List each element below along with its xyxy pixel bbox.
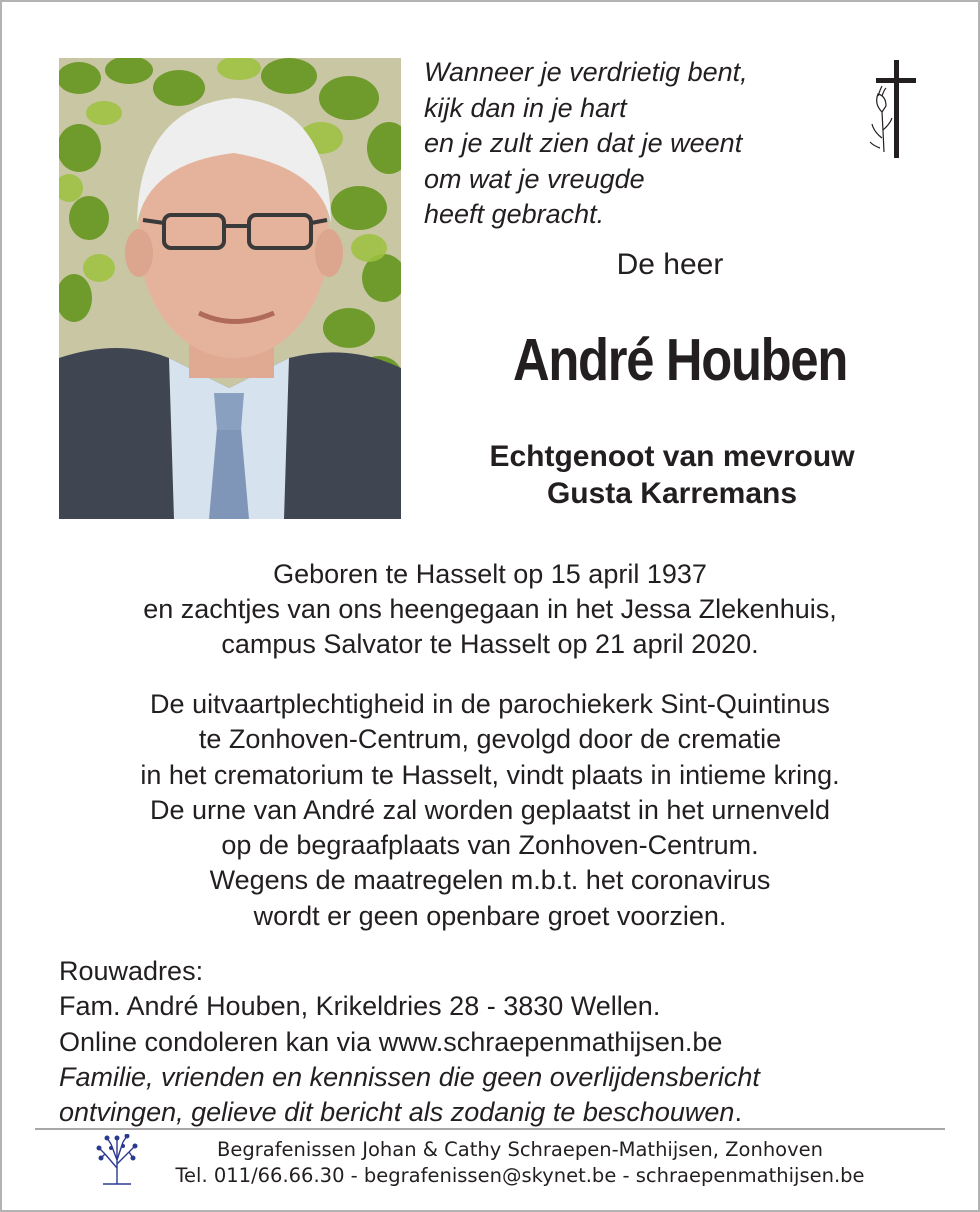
funeral-home-contact: Tel. 011/66.66.30 - begrafenissen@skynet.be - schraepenmathijsen.be xyxy=(175,1164,865,1187)
notice-period: . xyxy=(734,1097,742,1128)
poem xyxy=(424,55,844,233)
death-line: en zachtjes van ons heengegaan in het Jessa Zlekenhuis, xyxy=(143,594,837,624)
tree-logo-icon xyxy=(95,1134,139,1186)
poem-line: kijk dan in je hart xyxy=(424,92,627,123)
funeral-home-footer xyxy=(150,1137,890,1189)
contact-heading: Rouwadres: xyxy=(59,956,204,986)
birth-line: Geboren te Hasselt op 15 april 1937 xyxy=(273,559,707,589)
spouse-block xyxy=(422,438,922,512)
poem-line: heeft gebracht. xyxy=(424,199,605,229)
contact-address: Fam. André Houben, Krikeldries 28 - 3830 Wellen. xyxy=(59,991,661,1022)
birth-death-text xyxy=(0,557,980,662)
portrait-photo xyxy=(59,58,401,519)
online-condolence-line: Online condoleren kan via www.schraepenmathijsen.be xyxy=(59,1026,723,1057)
funeral-home-name: Begrafenissen Johan & Cathy Schraepen-Mathijsen, Zonhoven xyxy=(216,1138,824,1161)
ceremony-line: te Zonhoven-Centrum, gevolgd door de crematie xyxy=(198,724,782,755)
spouse-name: Gusta Karremans xyxy=(546,477,798,510)
poem-line: en je zult zien dat je weent xyxy=(424,128,743,158)
ceremony-line: in het crematorium te Hasselt, vindt plaats in intieme kring. xyxy=(140,759,840,790)
cross-with-thistle-icon xyxy=(866,60,922,160)
ceremony-line: De urne van André zal worden geplaatst in het urnenveld xyxy=(150,794,830,825)
footer-divider xyxy=(35,1128,945,1130)
poem-line: om wat je vreugde xyxy=(424,163,645,194)
notice-line-wrap xyxy=(59,1095,939,1130)
ceremony-line: Wegens de maatregelen m.b.t. het coronavirus xyxy=(209,865,771,896)
contact-block xyxy=(59,954,939,1130)
deceased-name: André Houben xyxy=(512,327,848,393)
ceremony-text xyxy=(0,687,980,934)
spouse-line: Echtgenoot van mevrouw xyxy=(489,440,855,473)
notice-line: Familie, vrienden en kennissen die geen overlijdensbericht xyxy=(59,1061,760,1092)
ceremony-line: De uitvaartplechtigheid in de parochiekerk Sint-Quintinus xyxy=(150,689,830,719)
notice-line: ontvingen, gelieve dit bericht als zodanig te beschouwen xyxy=(59,1097,735,1128)
ceremony-line: op de begraafplaats van Zonhoven-Centrum. xyxy=(221,830,759,861)
ceremony-line: wordt er geen openbare groet voorzien. xyxy=(253,900,727,931)
death-line: campus Salvator te Hasselt op 21 april 2020. xyxy=(221,629,759,659)
salutation: De heer xyxy=(616,248,724,281)
poem-line: Wanneer je verdrietig bent, xyxy=(424,57,748,87)
